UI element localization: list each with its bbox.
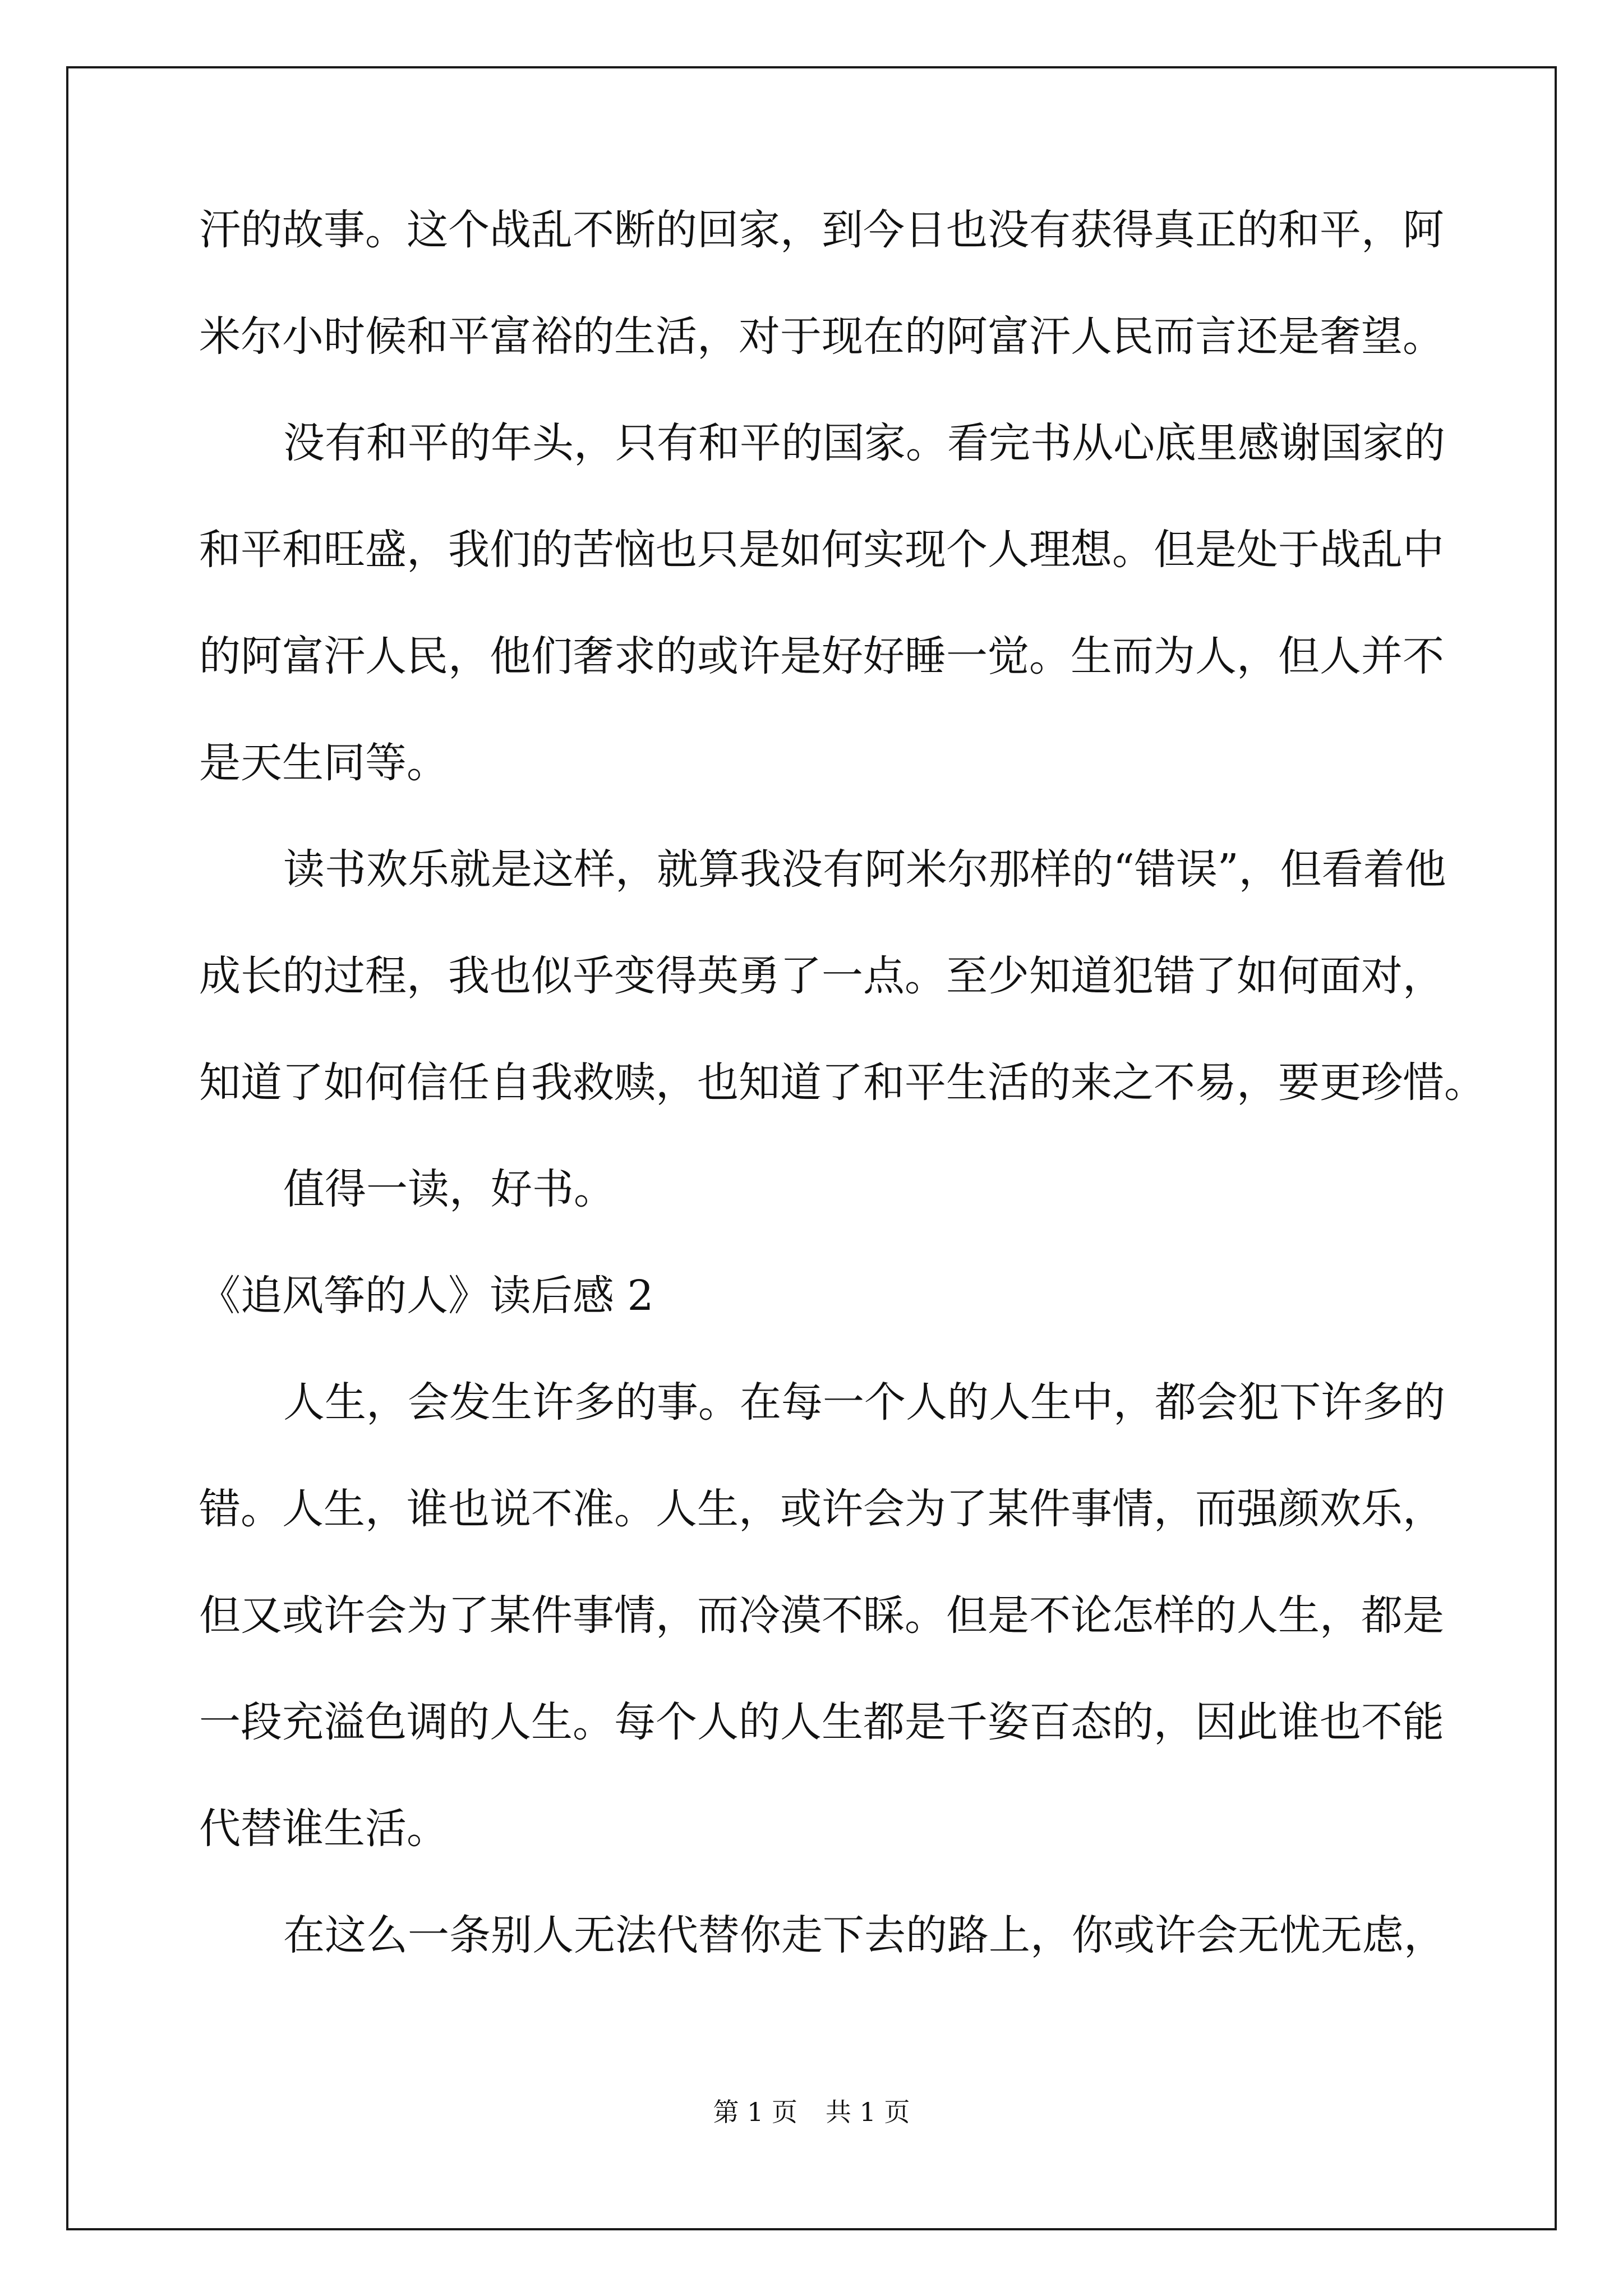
text-line: 的阿富汗人民，他们奢求的或许是好好睡一觉。生而为人，但人并不 [199,632,1444,680]
paragraph-first-line: 读书欢乐就是这样，就算我没有阿米尔那样的“错误”，但看着他 [283,845,1446,894]
page-footer [0,2095,1623,2129]
text-line: 和平和旺盛，我们的苦恼也只是如何实现个人理想。但是处于战乱中 [199,526,1444,574]
paragraph-first-line: 人生，会发生许多的事。在每一个人的人生中，都会犯下许多的 [283,1378,1445,1427]
paragraph-first-line: 值得一读，好书。 [283,1165,615,1213]
page-number: 第 1 页 [713,2097,797,2127]
text-line: 代替谁生活。 [199,1805,448,1853]
text-line: 但又或许会为了某件事情，而冷漠不睬。但是不论怎样的人生，都是 [199,1591,1444,1640]
text-line: 汗的故事。这个战乱不断的回家，到今日也没有获得真正的和平，阿 [199,206,1444,254]
text-line: 知道了如何信任自我救赎，也知道了和平生活的来之不易，要更珍惜。 [199,1059,1486,1107]
paragraph-first-line: 没有和平的年头，只有和平的国家。看完书从心底里感谢国家的 [283,419,1445,467]
text-line: 成长的过程，我也似乎变得英勇了一点。至少知道犯错了如何面对， [199,952,1444,1000]
paragraph-first-line: 在这么一条别人无法代替你走下去的路上，你或许会无忧无虑， [283,1911,1445,1959]
text-line: 是天生同等。 [199,739,448,787]
text-line: 一段充溢色调的人生。每个人的人生都是千姿百态的，因此谁也不能 [199,1698,1444,1746]
section-heading: 《追风筝的人》读后感 2 [199,1272,654,1320]
text-line: 错。人生，谁也说不准。人生，或许会为了某件事情，而强颜欢乐， [199,1485,1444,1533]
text-line: 米尔小时候和平富裕的生活，对于现在的阿富汗人民而言还是奢望。 [199,312,1444,361]
page-total: 共 1 页 [826,2097,910,2127]
